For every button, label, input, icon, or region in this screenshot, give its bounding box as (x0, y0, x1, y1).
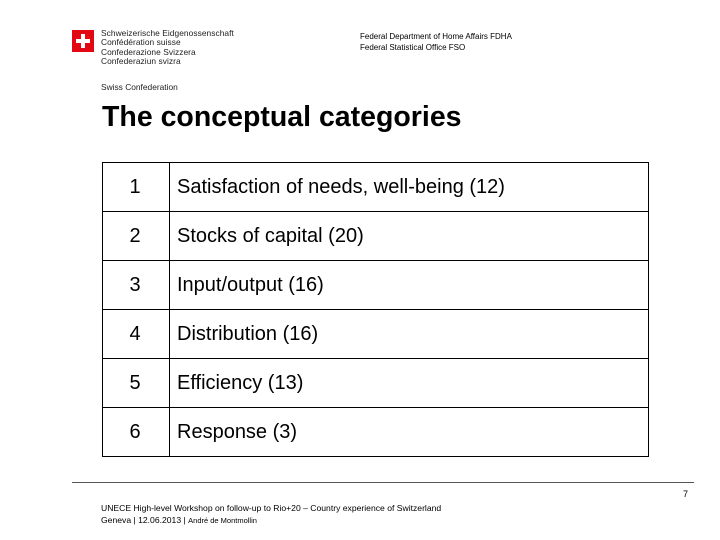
confederation-line: Schweizerische Eidgenossenschaft (101, 28, 234, 38)
category-label: Efficiency (13) (170, 359, 649, 408)
confederation-names (101, 29, 301, 66)
office-name: Federal Statistical Office FSO (360, 43, 466, 52)
footer-meta (101, 515, 441, 527)
category-number: 4 (103, 310, 170, 359)
confederation-line: Confederazione Svizzera (101, 46, 196, 57)
category-label: Stocks of capital (20) (170, 212, 649, 261)
footer-author: André de Montmollin (188, 515, 257, 525)
table-row (103, 163, 649, 212)
category-number: 2 (103, 212, 170, 261)
department-name: Federal Department of Home Affairs FDHA (360, 32, 512, 41)
swiss-confederation-label: Swiss Confederation (101, 82, 178, 92)
category-label: Distribution (16) (170, 310, 649, 359)
category-number: 5 (103, 359, 170, 408)
category-label: Response (3) (170, 408, 649, 457)
categories-table (102, 162, 649, 457)
confederation-line: Confederaziun svizra (101, 55, 181, 66)
department-block (360, 31, 512, 53)
category-number: 3 (103, 261, 170, 310)
footer-event: UNECE High-level Workshop on follow-up to Rio+20 – Country experience of Switzerland (101, 503, 442, 513)
page-title: The conceptual categories (102, 101, 462, 133)
swiss-flag-icon (72, 30, 94, 52)
table-row (103, 359, 649, 408)
page-number: 7 (683, 489, 689, 499)
table-row (103, 408, 649, 457)
footer (101, 503, 441, 526)
category-label: Input/output (16) (170, 261, 649, 310)
footer-divider (72, 482, 694, 483)
table-row (103, 310, 649, 359)
category-label: Satisfaction of needs, well-being (12) (170, 163, 649, 212)
category-number: 6 (103, 408, 170, 457)
table-row (103, 261, 649, 310)
category-number: 1 (103, 163, 170, 212)
table-row (103, 212, 649, 261)
footer-place-date: Geneva | 12.06.2013 | (101, 514, 189, 525)
confederation-line: Confédération suisse (101, 37, 181, 48)
